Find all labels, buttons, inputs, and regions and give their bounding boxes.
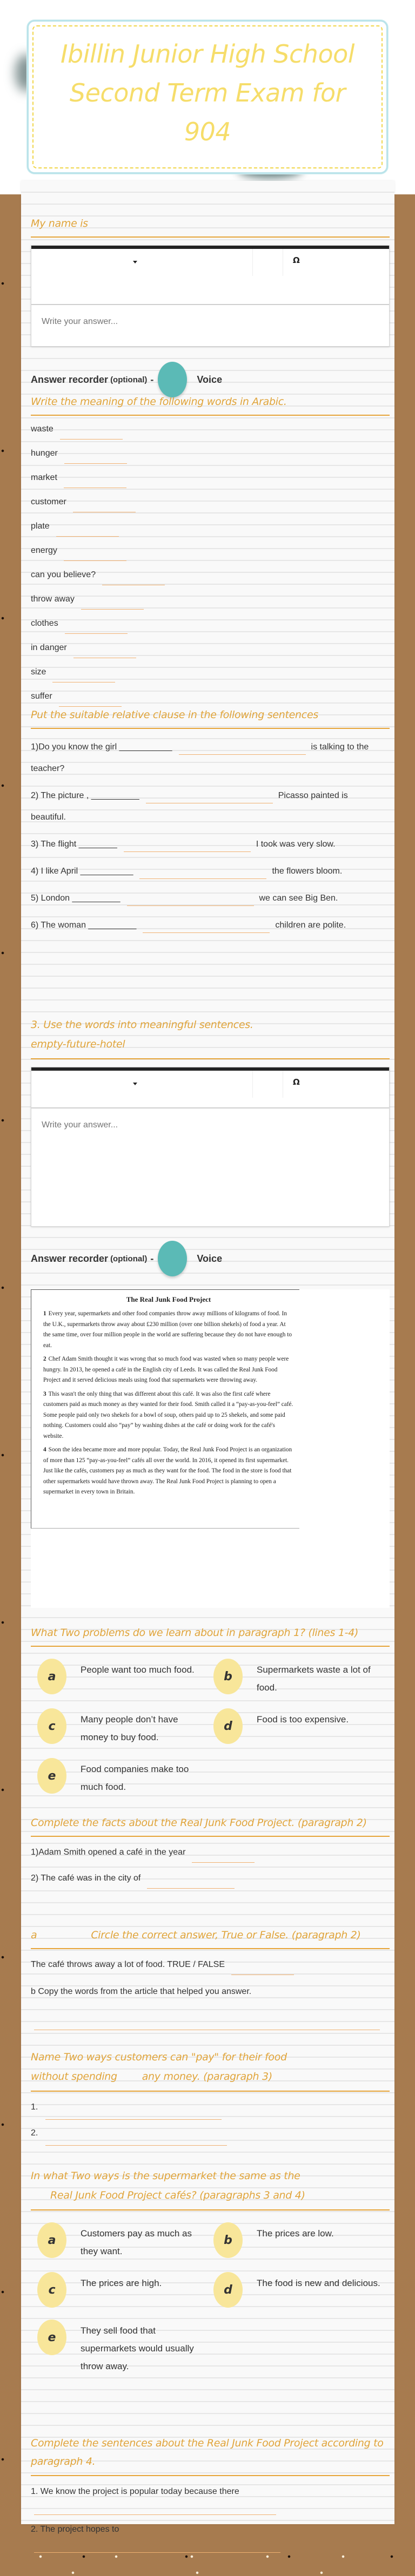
question-relative-clauses — [31, 706, 390, 942]
answer-input[interactable] — [31, 305, 389, 346]
word-row — [31, 518, 390, 543]
article-title: The Real Junk Food Project — [126, 1295, 211, 1303]
option-text: The prices are low. — [257, 2228, 334, 2239]
answer-blank[interactable] — [139, 867, 266, 879]
question-title: Put the suitable relative clause in the following sentences — [31, 706, 390, 729]
recorder-dash: - — [150, 1253, 154, 1264]
statement-text: The café throws away a lot of food. TRUE / FALSE — [31, 1960, 225, 1969]
question-title: Complete the sentences about the Real Junk Food Project according to paragraph 4. — [31, 2434, 390, 2476]
sentence-row — [31, 861, 385, 882]
question-two-problems — [31, 1624, 390, 1796]
word-row — [31, 567, 390, 591]
option-text: The prices are high. — [81, 2278, 162, 2288]
sentence-row — [31, 915, 385, 936]
item-number: 2. — [31, 2128, 38, 2138]
answer-blank[interactable] — [52, 671, 115, 682]
option-letter: d — [213, 1708, 243, 1744]
answer-recorder — [31, 1241, 390, 1276]
option-letter: d — [213, 2272, 243, 2308]
answer-recorder — [31, 362, 390, 397]
question-title-line: 3. Use the words into meaningful sentences. — [31, 1019, 253, 1031]
copy-prompt-row — [31, 1984, 390, 2003]
answer-blank[interactable] — [81, 598, 144, 610]
answer-blank[interactable] — [65, 622, 128, 634]
option-text: They sell food that supermarkets would usually throw away. — [81, 2325, 194, 2371]
option-c[interactable] — [37, 1708, 213, 1746]
rich-text-editor — [31, 245, 390, 347]
option-text: The food is new and delicious. — [257, 2278, 380, 2288]
option-letter: e — [37, 2320, 66, 2355]
word-row — [31, 445, 390, 470]
question-complete-sentences — [31, 2434, 390, 2553]
answer-blank[interactable] — [192, 1851, 255, 1863]
word-label: size — [31, 667, 46, 677]
recorder-optional: (optional) — [110, 1254, 148, 1263]
editor-toolbar — [31, 1071, 389, 1108]
sentence-end: Picasso painted is beautiful. — [31, 791, 348, 822]
answer-row — [31, 2099, 390, 2125]
word-label: waste — [31, 424, 53, 434]
word-label: hunger — [31, 449, 58, 458]
option-text: Many people don’t have money to buy food. — [81, 1714, 178, 1742]
special-character-icon[interactable]: Ω — [293, 1077, 300, 1087]
option-a[interactable] — [37, 1659, 213, 1696]
word-label: can you believe? — [31, 570, 96, 579]
option-letter: b — [213, 1659, 243, 1694]
fact-text: 2) The café was in the city of — [31, 1874, 141, 1883]
option-letter: a — [37, 2222, 66, 2258]
fact-row — [31, 1870, 390, 1896]
paragraph-number: 4 — [43, 1446, 46, 1453]
toolbar-button[interactable] — [253, 249, 283, 276]
question-arabic-meanings — [31, 393, 390, 713]
record-voice-button[interactable] — [158, 1241, 187, 1276]
sentence-start: 4) I like April ___________ — [31, 867, 133, 876]
answer-blank[interactable] — [127, 894, 254, 906]
recorder-dash: - — [150, 374, 154, 385]
word-label: market — [31, 473, 57, 482]
article-paragraph — [43, 1389, 294, 1442]
option-text: Supermarkets waste a lot of food. — [257, 1665, 371, 1693]
word-label: suffer — [31, 692, 52, 701]
word-label: energy — [31, 546, 57, 555]
format-dropdown[interactable] — [31, 1071, 253, 1098]
answer-blank[interactable] — [64, 452, 127, 464]
article-image — [31, 1289, 299, 1529]
option-letter: a — [37, 1659, 66, 1694]
article-paragraph — [43, 1309, 294, 1351]
option-d[interactable] — [213, 1708, 390, 1746]
record-voice-button[interactable] — [158, 362, 187, 397]
sentence-text: 2. The project hopes to — [31, 2525, 119, 2534]
sentence-start: 1)Do you know the girl ___________ — [31, 742, 172, 752]
copy-prompt: b Copy the words from the article that helped you answer. — [31, 1987, 252, 1996]
question-title — [31, 1015, 390, 1059]
sentence-row — [31, 834, 385, 855]
answer-blank[interactable] — [73, 646, 136, 658]
fact-row — [31, 1844, 390, 1870]
answer-blank[interactable] — [147, 1877, 235, 1889]
question-name — [31, 215, 390, 397]
answer-blank[interactable] — [124, 840, 251, 852]
question-title — [31, 2166, 390, 2210]
options-grid — [31, 2218, 390, 2375]
question-title: Complete the facts about the Real Junk Food Project. (paragraph 2) — [31, 1814, 390, 1837]
sentence-start: 2) The picture , __________ — [31, 791, 139, 800]
sentence-row — [31, 2484, 390, 2503]
option-letter: b — [213, 2222, 243, 2258]
word-row — [31, 421, 390, 445]
sentence-text: 1. We know the project is popular today because there — [31, 2487, 239, 2496]
sentence-end: I took was very slow. — [256, 840, 336, 849]
option-e[interactable] — [37, 2320, 213, 2375]
word-label: throw away — [31, 594, 75, 604]
options-grid — [31, 1654, 390, 1796]
option-b[interactable] — [213, 1659, 390, 1696]
word-label: in danger — [31, 643, 67, 652]
question-complete-facts — [31, 1814, 390, 1896]
question-title — [31, 1926, 390, 1949]
question-title — [31, 2047, 390, 2092]
word-row — [31, 640, 390, 664]
paragraph-text: Every year, supermarkets and other food companies throw away millions of kilograms of food. In the U.K., supermarkets throw away about £230 million (over one billion shekels) of food a year. At the same time, over four million people in the world are suffering because they do not have enough to eat. — [43, 1310, 292, 1349]
answer-blank[interactable] — [146, 792, 273, 803]
editor-toolbar — [31, 249, 389, 305]
title-card — [27, 20, 388, 174]
article-paragraph — [43, 1445, 294, 1498]
question-title-text: Circle the correct answer, True or False. (paragraph 2) — [91, 1929, 361, 1941]
sentence-end: the flowers bloom. — [272, 867, 343, 876]
word-row — [31, 664, 390, 688]
option-text: Food is too expensive. — [257, 1714, 349, 1725]
option-text: People want too much food. — [81, 1665, 195, 1675]
answer-blank[interactable] — [60, 428, 123, 440]
answer-blank[interactable] — [34, 2541, 280, 2553]
answer-blank[interactable] — [179, 743, 306, 755]
sentence-end: children are polite. — [275, 921, 346, 930]
answer-blank[interactable] — [59, 695, 122, 707]
word-row — [31, 470, 390, 494]
item-number: 1. — [31, 2102, 38, 2112]
format-dropdown[interactable] — [31, 249, 253, 276]
paragraph-number: 2 — [43, 1356, 46, 1362]
article-paragraph — [43, 1354, 294, 1386]
header-area — [0, 0, 415, 181]
recorder-label: Answer recorder — [31, 374, 109, 385]
option-e[interactable] — [37, 1758, 213, 1796]
answer-blank[interactable] — [34, 2018, 380, 2030]
answer-blank[interactable] — [45, 2134, 227, 2146]
article-card — [31, 1289, 390, 1608]
question-title-line: without spending any money. (paragraph 3) — [31, 2071, 272, 2083]
word-row — [31, 616, 390, 640]
question-true-false — [31, 1926, 390, 2030]
sentence-row — [31, 736, 385, 780]
answer-blank[interactable] — [64, 476, 126, 488]
option-letter: c — [37, 1708, 66, 1744]
answer-blank[interactable] — [102, 573, 165, 585]
question-supermarket-same — [31, 2166, 390, 2375]
word-row — [31, 543, 390, 567]
question-title: Write the meaning of the following words in Arabic. — [31, 393, 390, 416]
reading-passage — [31, 1289, 390, 1608]
page-title: Ibillin Junior High School Second Term Exam for 904 — [60, 39, 355, 146]
question-title: What Two problems do we learn about in paragraph 1? (lines 1-4) — [31, 1624, 390, 1647]
option-a[interactable] — [37, 2222, 213, 2260]
voice-label: Voice — [197, 374, 223, 385]
option-text: Customers pay as much as they want. — [81, 2228, 192, 2256]
paragraph-text: Chef Adam Smith thought it was wrong that so much food was wasted when so many people were hungry. In 2013, he opened a café in the English city of Leeds. It was called the Real Junk Food Project and it served delicious meals using food that supermarkets were throwing away. — [43, 1356, 289, 1383]
caret-down-icon — [133, 261, 137, 263]
fact-text: 1)Adam Smith opened a café in the year — [31, 1848, 186, 1857]
paragraph-text: This wasn't the only thing that was different about this café. It was also the first café where customers paid as much money as they wanted for their food. Smith called it a “pay-as-you-feel” café. Some people paid only two shekels for a bowl of soup, others paid up to 25 shekels, and some paid nothing. Customers could also “pay” by washing dishes at the café or doing work for the café's website. — [43, 1390, 293, 1439]
answer-blank[interactable] — [231, 1963, 294, 1975]
paragraph-text: Soon the idea became more and more popular. Today, the Real Junk Food Project is an organization of more than 125 “pay-as-you-feel” cafés all over the world. In 2016, it opened its first supermarket. Just like the cafés, customers pay as much as they want for the food. The food in the store is food that other supermarkets would have thrown away. The Real Junk Food Project is planning to open a supermarket in every town in Britain. — [43, 1446, 292, 1495]
recorder-label: Answer recorder — [31, 1253, 109, 1264]
recorder-optional: (optional) — [110, 375, 148, 384]
option-text: Food companies make too much food. — [81, 1764, 189, 1792]
question-title: My name is — [31, 215, 390, 238]
answer-blank[interactable] — [34, 2503, 276, 2515]
question-ways-to-pay — [31, 2047, 390, 2151]
sentence-end: we can see Big Ben. — [259, 894, 338, 903]
answer-row — [31, 2125, 390, 2151]
word-label: customer — [31, 497, 66, 506]
answer-input[interactable] — [31, 1108, 389, 1226]
word-row — [31, 591, 390, 616]
option-b[interactable] — [213, 2222, 390, 2260]
option-c[interactable] — [37, 2272, 213, 2308]
voice-label: Voice — [197, 1253, 223, 1264]
sentence-start: 3) The flight ________ — [31, 840, 117, 849]
answer-blank[interactable] — [56, 525, 119, 537]
word-label: clothes — [31, 619, 58, 628]
sentence-start: 5) London __________ — [31, 894, 121, 903]
rich-text-editor — [31, 1067, 390, 1227]
word-row — [31, 494, 390, 518]
question-title-line: In what Two ways is the supermarket the same as the — [31, 2170, 300, 2182]
answer-blank[interactable] — [45, 2108, 222, 2120]
option-d[interactable] — [213, 2272, 390, 2308]
question-use-words — [31, 1015, 390, 1276]
special-character-icon[interactable]: Ω — [293, 255, 300, 265]
caret-down-icon — [133, 1083, 137, 1085]
answer-blank[interactable] — [73, 501, 136, 512]
sentence-row — [31, 888, 385, 909]
question-prefix: a — [31, 1929, 37, 1941]
statement-row — [31, 1957, 390, 1984]
sentence-row — [31, 2521, 390, 2541]
paragraph-number: 1 — [43, 1310, 46, 1317]
sentence-row — [31, 785, 385, 828]
title-card-inner — [32, 25, 383, 168]
question-title-line: empty-future-hotel — [31, 1038, 125, 1050]
answer-blank[interactable] — [143, 921, 270, 933]
paragraph-number: 3 — [43, 1390, 46, 1397]
answer-blank[interactable] — [64, 549, 126, 561]
option-letter: c — [37, 2272, 66, 2308]
toolbar-button[interactable] — [253, 1071, 283, 1098]
word-label: plate — [31, 522, 50, 531]
option-letter: e — [37, 1758, 66, 1794]
question-title-line: Real Junk Food Project cafés? (paragraphs 3 and 4) — [50, 2189, 305, 2201]
sentence-end: is talking to the teacher? — [31, 742, 369, 773]
sentence-start: 6) The woman __________ — [31, 921, 137, 930]
question-title-line: Name Two ways customers can "pay" for their food — [31, 2051, 287, 2063]
